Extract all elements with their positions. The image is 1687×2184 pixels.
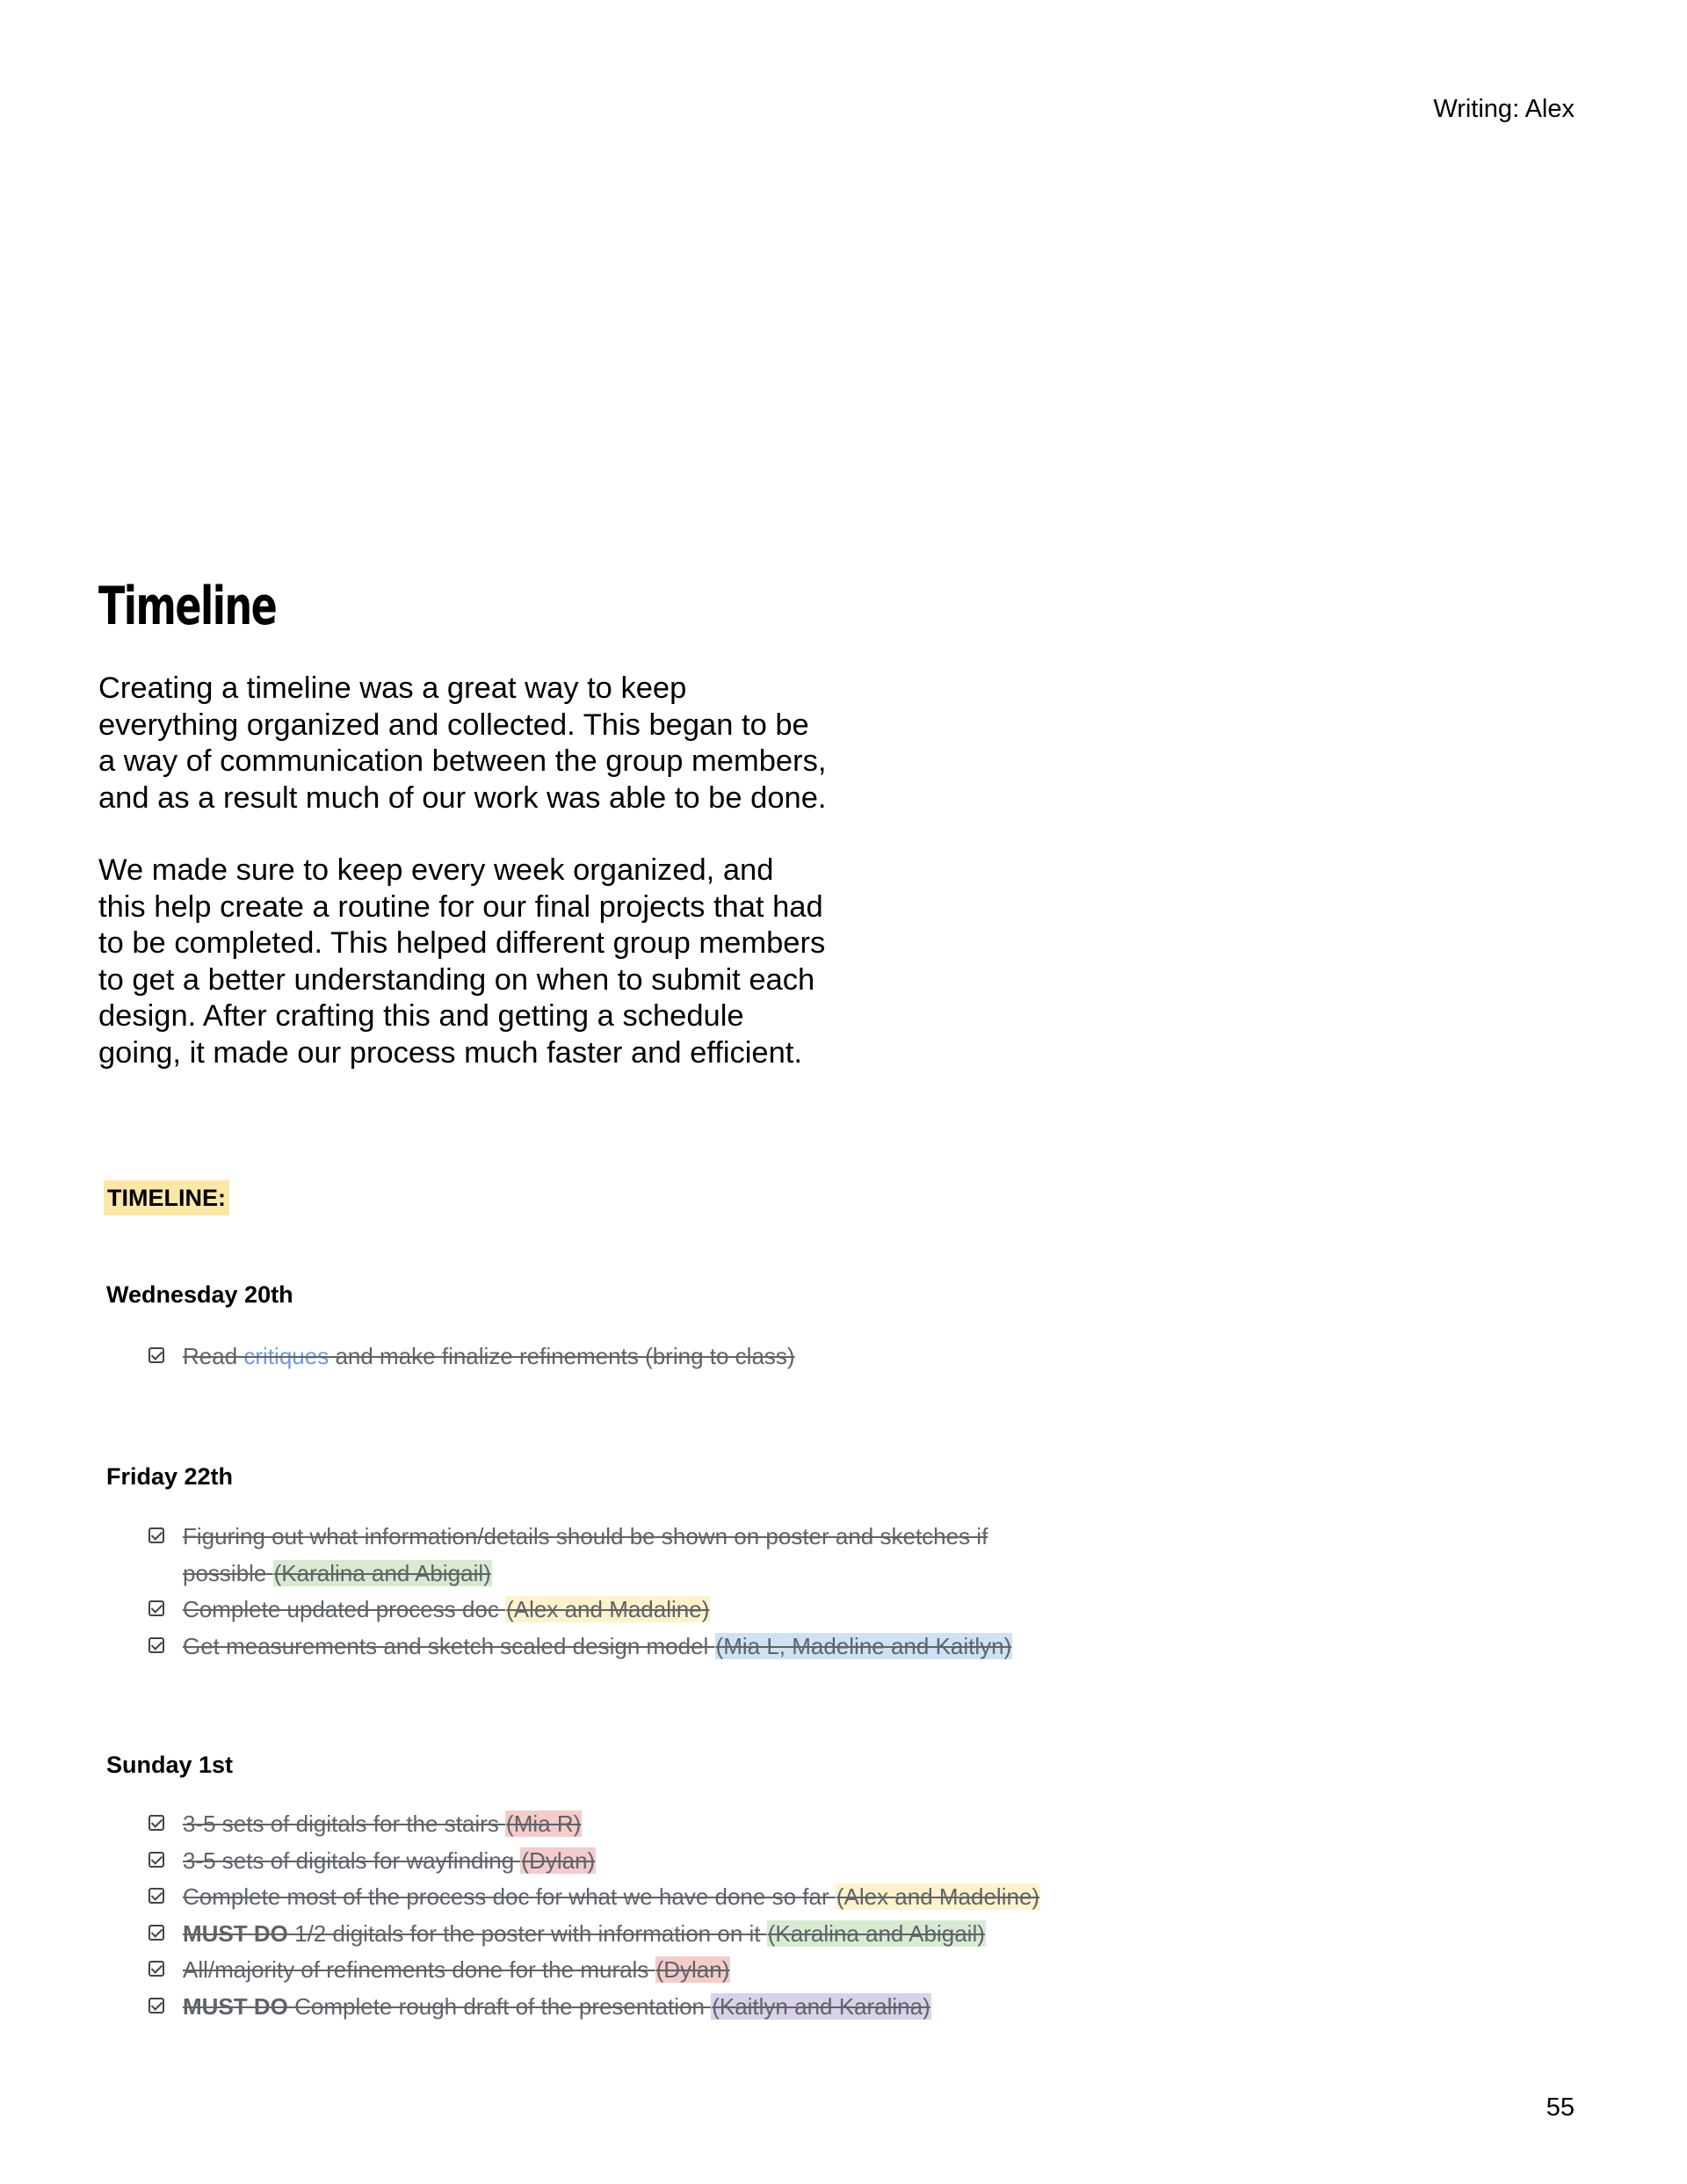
task-item bbox=[0, 1989, 1061, 2026]
task-text: Get measurements and sketch scaled design model bbox=[183, 1632, 715, 1659]
assignee-tag: (Alex and Madeline) bbox=[836, 1883, 1040, 1910]
day-heading-friday: Friday 22th bbox=[106, 1463, 234, 1490]
checked-checkbox-icon[interactable] bbox=[148, 1527, 164, 1543]
checked-checkbox-icon[interactable] bbox=[148, 1888, 164, 1904]
checked-checkbox-icon[interactable] bbox=[148, 1815, 164, 1831]
routine-paragraph: We made sure to keep every week organized, and this help create a routine for our final projects that had to be completed. This helped different group members to get a better understanding on when to submit each design. After crafting this and getting a schedule going, it made our process much faster and efficient. bbox=[98, 853, 826, 1070]
task-text: Complete rough draft of the presentation bbox=[287, 1992, 712, 2020]
task-list-sunday bbox=[0, 1806, 1061, 2025]
page-number: 55 bbox=[1546, 2093, 1575, 2122]
assignee-tag: (Kaitlyn and Karalina) bbox=[712, 1992, 930, 2020]
critiques-link[interactable]: critiques bbox=[243, 1343, 329, 1369]
task-list-wednesday bbox=[0, 1339, 1061, 1375]
task-text: and make finalize refinements (bring to class) bbox=[329, 1343, 795, 1369]
task-item bbox=[0, 1629, 1061, 1665]
checked-checkbox-icon[interactable] bbox=[148, 1961, 164, 1977]
task-item bbox=[0, 1339, 1061, 1375]
task-item bbox=[0, 1592, 1061, 1629]
must-do-label: MUST DO bbox=[183, 1992, 288, 2020]
checked-checkbox-icon[interactable] bbox=[148, 1600, 164, 1616]
intro-paragraph: Creating a timeline was a great way to keep everything organized and collected. This began to be a way of communication between the group members, and as a result much of our work was able to be done. bbox=[98, 671, 827, 815]
must-do-label: MUST DO bbox=[183, 1919, 288, 1947]
assignee-tag: (Mia R) bbox=[506, 1810, 582, 1837]
assignee-tag: (Karalina and Abigail) bbox=[767, 1919, 985, 1947]
task-text: 3-5 sets of digitals for the stairs bbox=[183, 1810, 506, 1837]
task-item bbox=[0, 1843, 1061, 1880]
task-item bbox=[0, 1916, 1061, 1953]
task-text: Figuring out what information/details should be shown on poster and sketches if possible bbox=[183, 1523, 988, 1586]
day-heading-sunday: Sunday 1st bbox=[106, 1752, 234, 1778]
task-item bbox=[0, 1879, 1061, 1916]
task-item bbox=[0, 1806, 1061, 1843]
assignee-tag: (Alex and Madaline) bbox=[506, 1596, 710, 1622]
task-item bbox=[0, 1952, 1061, 1989]
task-item bbox=[0, 1519, 1061, 1592]
task-text: Complete updated process doc bbox=[183, 1596, 506, 1622]
assignee-tag: (Karalina and Abigail) bbox=[273, 1559, 491, 1586]
task-text: 1/2 digitals for the poster with information on it bbox=[287, 1919, 767, 1947]
assignee-tag: (Dylan) bbox=[521, 1847, 596, 1874]
author-credit: Writing: Alex bbox=[1433, 95, 1575, 123]
task-text: Read bbox=[183, 1343, 244, 1369]
checked-checkbox-icon[interactable] bbox=[148, 1852, 164, 1868]
checked-checkbox-icon[interactable] bbox=[148, 1998, 164, 2013]
page-title: Timeline bbox=[98, 576, 277, 637]
checked-checkbox-icon[interactable] bbox=[148, 1347, 164, 1363]
assignee-tag: (Dylan) bbox=[655, 1956, 730, 1983]
task-text: Complete most of the process doc for what we have done so far bbox=[183, 1883, 836, 1910]
checked-checkbox-icon[interactable] bbox=[148, 1925, 164, 1941]
task-text: All/majority of refinements done for the murals bbox=[183, 1956, 655, 1983]
day-heading-wednesday: Wednesday 20th bbox=[106, 1281, 293, 1308]
checked-checkbox-icon[interactable] bbox=[148, 1637, 164, 1653]
timeline-label: TIMELINE: bbox=[104, 1180, 229, 1215]
task-text: 3-5 sets of digitals for wayfinding bbox=[183, 1847, 521, 1874]
assignee-tag: (Mia L, Madeline and Kaitlyn) bbox=[715, 1632, 1012, 1659]
task-list-friday bbox=[0, 1519, 1061, 1665]
